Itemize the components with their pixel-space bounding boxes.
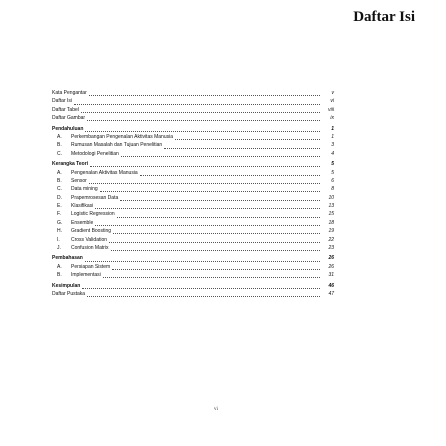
dot-leader xyxy=(111,245,320,251)
toc-entry-page: 5 xyxy=(331,169,334,176)
toc-entry-label: Prapemrosesan Data xyxy=(71,194,119,201)
dot-leader xyxy=(113,228,320,234)
toc-entry-letter: D. xyxy=(57,194,62,201)
toc-subentry[interactable] xyxy=(52,133,334,141)
toc-entry[interactable] xyxy=(52,89,334,97)
dot-leader xyxy=(81,107,320,113)
dot-leader xyxy=(82,283,320,289)
toc-entry-label: Implementasi xyxy=(71,272,101,279)
toc-subentry[interactable] xyxy=(52,271,334,279)
dot-leader xyxy=(74,99,320,105)
toc-entry-letter: J. xyxy=(57,245,61,252)
toc-subentry[interactable] xyxy=(52,210,334,218)
page-title: Daftar Isi xyxy=(353,9,415,25)
toc-entry-letter: C. xyxy=(57,186,62,193)
dot-leader xyxy=(164,143,320,149)
toc-entry-label: Cross Validation xyxy=(71,236,108,243)
toc-entry-page: 46 xyxy=(328,282,334,289)
toc-entry-label: Perkembangan Pengenalan Aktivitas Manusia xyxy=(71,133,174,140)
dot-leader xyxy=(103,272,320,278)
toc-entry-label: Ensemble xyxy=(71,219,94,226)
toc-entry-label: Klasifikasi xyxy=(71,203,94,210)
dot-leader xyxy=(85,126,320,132)
table-of-contents xyxy=(52,89,334,298)
dot-leader xyxy=(95,220,320,226)
toc-entry-page: 5 xyxy=(331,161,334,168)
toc-entry-label: Pendahuluan xyxy=(52,125,84,132)
toc-entry-page: ix xyxy=(330,115,334,122)
toc-entry-label: Logistic Regression xyxy=(71,211,115,218)
toc-entry[interactable] xyxy=(52,290,334,298)
toc-entry-page: v xyxy=(331,90,334,96)
toc-entry-page: 4 xyxy=(331,150,334,157)
toc-entry[interactable] xyxy=(52,125,334,133)
toc-entry[interactable] xyxy=(52,160,334,168)
dot-leader xyxy=(89,90,320,96)
toc-entry-letter: B. xyxy=(57,142,62,149)
toc-entry-label: Daftar Tabel xyxy=(52,106,79,113)
dot-leader xyxy=(140,170,320,176)
toc-entry-letter: I. xyxy=(57,236,60,243)
toc-entry-page: 23 xyxy=(328,245,334,252)
toc-entry-label: Data mining xyxy=(71,186,98,193)
dot-leader xyxy=(85,256,320,262)
page-number: vi xyxy=(214,407,218,412)
dot-leader xyxy=(100,186,320,192)
dot-leader xyxy=(120,195,320,201)
toc-entry-page: 26 xyxy=(328,255,334,262)
toc-entry-page: 47 xyxy=(328,290,334,297)
dot-leader xyxy=(175,134,320,140)
toc-entry-page: 6 xyxy=(331,177,334,184)
toc-entry[interactable] xyxy=(52,97,334,105)
toc-entry-letter: B. xyxy=(57,272,62,279)
toc-entry-letter: A. xyxy=(57,133,62,140)
toc-entry-label: Kerangka Teori xyxy=(52,161,89,168)
toc-entry-page: 15 xyxy=(328,211,334,218)
toc-subentry[interactable] xyxy=(52,236,334,244)
toc-entry-page: 19 xyxy=(328,228,334,235)
dot-leader xyxy=(87,115,320,121)
toc-entry-page: 22 xyxy=(328,236,334,243)
toc-entry-page: viii xyxy=(328,106,334,113)
toc-subentry[interactable] xyxy=(52,185,334,193)
toc-subentry[interactable] xyxy=(52,202,334,210)
toc-entry-letter: G. xyxy=(57,219,63,226)
toc-entry-label: Daftar Pustaka xyxy=(52,290,86,297)
dot-leader xyxy=(112,264,320,270)
toc-subentry[interactable] xyxy=(52,141,334,149)
toc-subentry[interactable] xyxy=(52,219,334,227)
toc-entry[interactable] xyxy=(52,282,334,290)
dot-leader xyxy=(87,291,320,297)
toc-entry-label: Kata Pengantar xyxy=(52,90,87,96)
toc-entry-page: 10 xyxy=(328,194,334,201)
toc-subentry[interactable] xyxy=(52,263,334,271)
toc-entry-page: 26 xyxy=(328,263,334,270)
toc-entry-page: 3 xyxy=(331,142,334,149)
toc-entry-page: 18 xyxy=(328,219,334,226)
toc-entry-page: 8 xyxy=(331,186,334,193)
toc-entry-label: Persiapan Sistem xyxy=(71,263,111,270)
toc-entry-letter: A. xyxy=(57,169,62,176)
toc-entry-letter: H. xyxy=(57,228,62,235)
toc-entry-letter: B. xyxy=(57,177,62,184)
toc-entry-label: Pembahasan xyxy=(52,255,83,262)
toc-entry-page: vi xyxy=(330,98,334,105)
toc-entry-label: Metodologi Penelitian xyxy=(71,150,119,157)
toc-entry[interactable] xyxy=(52,114,334,122)
toc-entry-label: Pengenalan Aktivitas Manusia xyxy=(71,169,138,176)
dot-leader xyxy=(117,212,320,218)
toc-entry-label: Gradient Boosting xyxy=(71,228,112,235)
toc-entry-label: Sensor xyxy=(71,177,87,184)
dot-leader xyxy=(90,161,320,167)
toc-entry-letter: F. xyxy=(57,211,61,218)
toc-entry-page: 31 xyxy=(328,272,334,279)
toc-subentry[interactable] xyxy=(52,227,334,235)
toc-entry-label: Confusion Matrix xyxy=(71,245,109,252)
toc-entry-page: 1 xyxy=(331,125,334,132)
dot-leader xyxy=(109,237,320,243)
toc-entry-letter: A. xyxy=(57,263,62,270)
toc-entry-letter: E. xyxy=(57,203,62,210)
toc-entry-page: 13 xyxy=(328,203,334,210)
toc-entry-label: Rumusan Masalah dan Tujuan Penelitian xyxy=(71,142,163,149)
toc-entry-label: Daftar Isi xyxy=(52,98,73,105)
toc-entry-letter: C. xyxy=(57,150,62,157)
dot-leader xyxy=(95,203,320,209)
toc-entry-label: Kesimpulan xyxy=(52,282,81,289)
dot-leader xyxy=(121,151,320,157)
toc-entry[interactable] xyxy=(52,106,334,114)
toc-subentry[interactable] xyxy=(52,194,334,202)
toc-entry-label: Daftar Gambar xyxy=(52,115,86,122)
toc-entry[interactable] xyxy=(52,254,334,262)
toc-subentry[interactable] xyxy=(52,177,334,185)
dot-leader xyxy=(89,178,320,184)
toc-subentry[interactable] xyxy=(52,150,334,158)
toc-subentry[interactable] xyxy=(52,244,334,252)
toc-entry-page: 1 xyxy=(331,133,334,140)
toc-subentry[interactable] xyxy=(52,169,334,177)
